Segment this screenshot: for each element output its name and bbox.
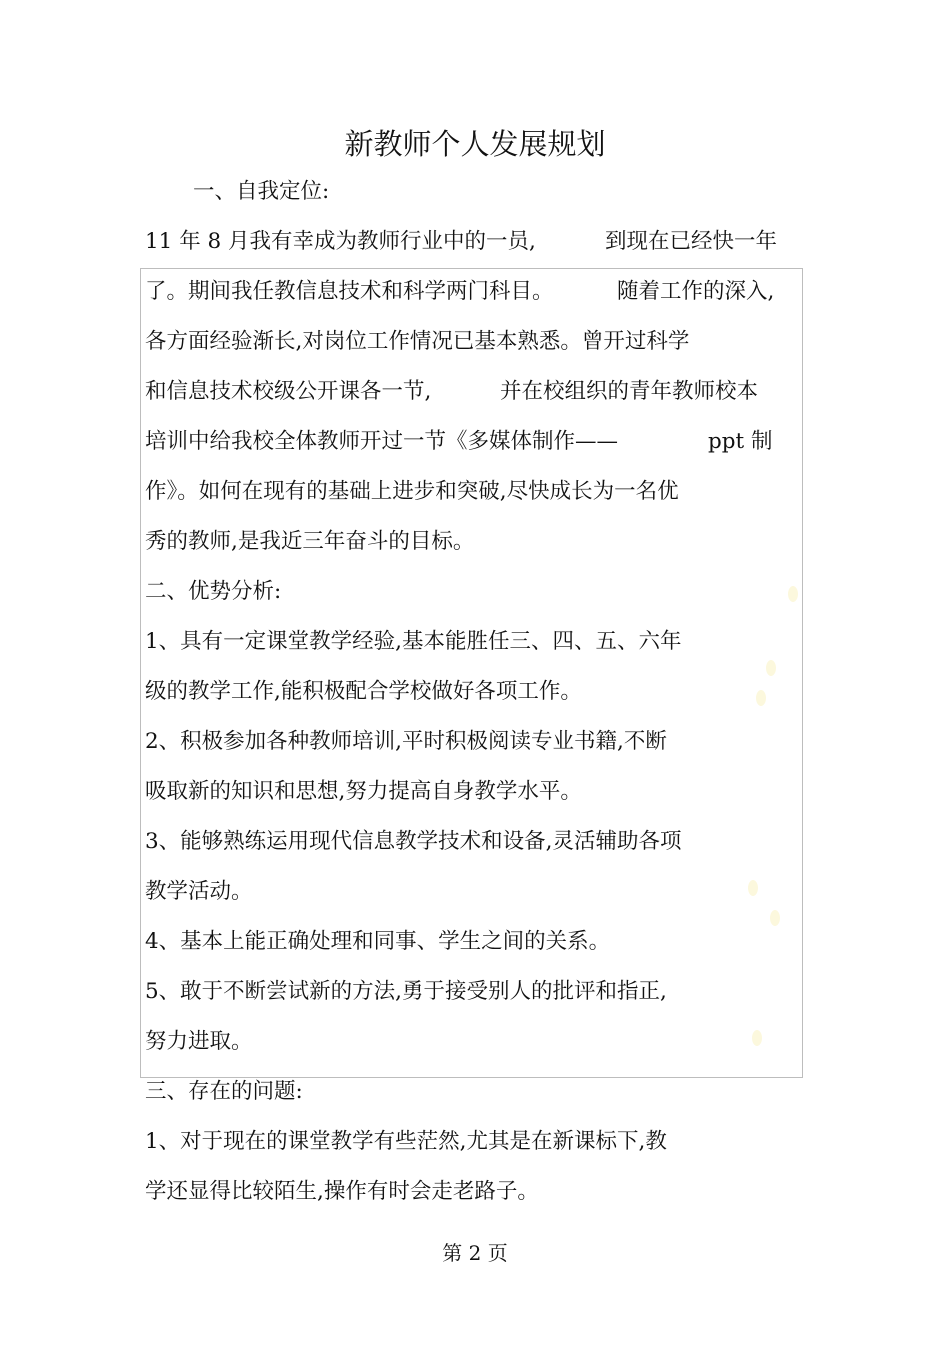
paragraph-line: 教学活动。 <box>145 879 253 904</box>
paragraph-line-text: 随着工作的深入, <box>617 279 775 304</box>
paragraph-line-text: 并在校组织的青年教师校本 <box>500 379 759 404</box>
paragraph-line: 学还显得比较陌生,操作有时会走老路子。 <box>145 1179 539 1204</box>
paragraph-line: 5、敢于不断尝试新的方法,勇于接受别人的批评和指正, <box>145 979 667 1004</box>
paragraph-line-text: 作》。如何在现有的基础上进步和突破,尽快成长为一名优 <box>145 479 679 504</box>
paragraph-line: 吸取新的知识和思想,努力提高自身教学水平。 <box>145 779 582 804</box>
decorative-sparkle <box>748 880 758 896</box>
paragraph-line: 级的教学工作,能积极配合学校做好各项工作。 <box>145 679 582 704</box>
page-title: 新教师个人发展规划 <box>344 127 606 161</box>
paragraph-line: 1、对于现在的课堂教学有些茫然,尤其是在新课标下,教 <box>145 1129 667 1154</box>
decorative-sparkle <box>752 1030 762 1046</box>
paragraph-line: 1、具有一定课堂教学经验,基本能胜任三、四、五、六年 <box>145 629 682 654</box>
page-number: 第 2 页 <box>442 1241 508 1265</box>
decorative-sparkle <box>770 910 780 926</box>
section-heading: 二、优势分析: <box>145 579 282 604</box>
paragraph-line: 3、能够熟练运用现代信息教学技术和设备,灵活辅助各项 <box>145 829 682 854</box>
paragraph-line-text: 到现在已经快一年 <box>605 229 778 254</box>
section-heading: 一、自我定位: <box>193 179 330 204</box>
paragraph-line-text: 培训中给我校全体教师开过一节《多媒体制作—— <box>145 429 619 454</box>
paragraph-line-text: 秀的教师,是我近三年奋斗的目标。 <box>145 529 475 554</box>
paragraph-line-text: 和信息技术校级公开课各一节, <box>145 379 432 404</box>
paragraph-line-text: 了。期间我任教信息技术和科学两门科目。 <box>145 279 554 304</box>
decorative-sparkle <box>756 690 766 706</box>
paragraph-line-text: 11 年 8 月我有幸成为教师行业中的一员, <box>145 229 536 254</box>
decorative-sparkle <box>766 660 776 676</box>
paragraph-line: 努力进取。 <box>145 1029 253 1054</box>
decorative-sparkle <box>788 586 798 602</box>
paragraph-line: 2、积极参加各种教师培训,平时积极阅读专业书籍,不断 <box>145 729 667 754</box>
section-heading: 三、存在的问题: <box>145 1079 303 1104</box>
paragraph-line-text: 各方面经验渐长,对岗位工作情况已基本熟悉。曾开过科学 <box>145 329 690 354</box>
paragraph-line: 4、基本上能正确处理和同事、学生之间的关系。 <box>145 929 611 954</box>
paragraph-line-text: ppt 制 <box>708 429 773 454</box>
